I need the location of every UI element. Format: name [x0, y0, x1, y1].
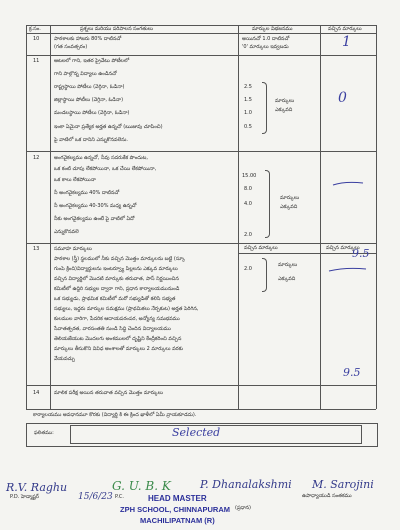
row-line: గాని పాల్గొన్న విద్యాలు ఉండినచో	[54, 71, 117, 77]
row-line: కమిటీలో ఉద్దిరి సభ్యుల ద్వారా గాని, ప్రధాన కార్యాలయమునుండి	[54, 286, 180, 292]
row-line: అంగవైకల్యము ఉన్నచో, నీవు సదరుకేక పొందుట,	[54, 155, 148, 161]
row-line: రాష్ట్రస్థాయి పోటీలు (వెగ్గినా, ఓడినా)	[54, 84, 125, 90]
eval-label: మార్కులు	[280, 195, 300, 201]
row-line: ఒక సభ్యుడు, ప్రాథమిక కమిటీలో మరో సభ్యుడితో కలిసి సభ్యత	[54, 296, 176, 302]
row-eval: అయినచో 1.0 దాటినచో	[242, 36, 290, 42]
row-line: గుంపె క్రింది)విద్యార్థులను ఇంటర్వ్యూ పిల్లలను ఎక్కువ మార్కులు	[54, 266, 178, 272]
handwritten-total: 9.5	[343, 366, 361, 379]
handwritten-dash	[330, 176, 366, 190]
col-divider-3	[320, 25, 321, 409]
row-number: 11	[33, 58, 40, 64]
row-line: పాఠశాలకు హాజరు 80% దాటినచో	[54, 36, 122, 42]
row-sep-12	[26, 243, 376, 244]
eval-value: 15.00	[242, 173, 257, 179]
row-line: పాఠశాల (స్త్రీ) స్థలములో నీకు వచ్చిన మొత్తం మార్కులను బట్టి (స్కూ	[54, 256, 186, 262]
row-line: నీ అంగవైకల్యము 40-30% మధ్య ఉన్నచో	[54, 203, 137, 209]
signature: R.V. Raghu	[6, 481, 68, 494]
stamp-line: ZPH SCHOOL, CHINNAPURAM	[120, 505, 230, 514]
row-sep-11	[26, 151, 376, 152]
row-eval: '0' మార్కులు ఇవ్వబడు	[242, 44, 289, 50]
row-line: సభ్యులు, ఇద్దరు మార్కుల సమక్షము (ప్రాథమికలు నేర్పకుట) అర్హత పెరిగిన,	[54, 306, 199, 312]
signature-sub: ఉపాధ్యాయుడి సంతకము	[302, 493, 352, 499]
eval-value: 2.0	[244, 232, 252, 238]
row-line: ఆటలలో గాని, ఇతర ప్రైవేటు పోటీలలో	[54, 58, 130, 64]
eval-value: 2.0	[244, 266, 252, 272]
eval-value: 4.0	[244, 201, 252, 207]
eval-label: మార్కులు	[278, 262, 298, 268]
row-line: వచ్చిన విద్యార్థిలో మొదటి మార్కుకు తరువాత, పాస్ నిర్ణయించిన	[54, 276, 179, 282]
signature-sub: (ప్రధాన)	[235, 505, 252, 511]
row-line: నీ అంగవైకల్యము 40% దాటినచో	[54, 190, 120, 196]
row-line: వేయవచ్చు	[54, 356, 75, 362]
eval-label: ఎక్కువది	[275, 107, 293, 113]
row-line: జిల్లాస్థాయి పోటీలు (వెగ్గినా, ఓడినా)	[54, 97, 124, 103]
header-sno: క్ర.సం.	[29, 26, 41, 32]
row-line: మార్కులు తీసుకొని వివిధ అంశాలతో మార్కులు 2 మార్కులు వరకు	[54, 346, 183, 352]
col-divider-1	[50, 25, 51, 409]
stamp-line: HEAD MASTER	[148, 494, 207, 503]
row-sep-10	[26, 55, 376, 56]
eval-value: 1.0	[244, 110, 252, 116]
row-number: 12	[33, 155, 40, 161]
eval-label: ఎక్కువది	[278, 276, 296, 282]
signature-sub: P.C.	[115, 494, 124, 500]
bracket	[265, 170, 270, 238]
header-eval: మార్కుల విభజనము	[252, 26, 293, 32]
eval-value: 2.5	[244, 84, 252, 90]
eval-value: 1.5	[244, 97, 252, 103]
table-right-border	[376, 25, 377, 409]
handwritten-mark: 9.5	[352, 247, 370, 260]
row-line: మండలస్థాయి పోటీలు (వెగ్గినా, ఓడినా)	[54, 110, 130, 116]
row-line: సేవాతత్పరత, వారసంతతి నుండి సిద్ధి చెందిన విద్యాలయము	[54, 326, 171, 332]
stamp-line: MACHILIPATNAM (R)	[140, 516, 215, 525]
handwritten-mark: 1	[342, 34, 351, 50]
handwritten-mark: 0	[338, 90, 347, 106]
marks-head: వచ్చిన మార్కులు	[326, 245, 360, 251]
result-label: ఫలితము:	[34, 430, 54, 436]
table-top-border	[26, 25, 376, 26]
header-item: ప్రశ్నలు మరియు పరిపాలన సంగతులు	[80, 26, 154, 32]
table-bottom-border	[26, 409, 376, 410]
row-line: సమూహ మార్కులు	[54, 246, 92, 252]
row-line: తెలియజేయుట మొదలగు అంశములలో దృష్టిని కేంద్రీకరించి వచ్చిన	[54, 336, 182, 342]
row-line: (గత సంవత్సరం)	[54, 44, 88, 50]
eval-head: వచ్చిన మార్కులు	[244, 245, 278, 251]
col-divider-2	[238, 25, 239, 409]
row-sep-header	[26, 33, 376, 34]
row-number: 13	[33, 246, 40, 252]
eval-value: 8.0	[244, 186, 252, 192]
office-note: కార్యాలయము అవధానమూ కొరకు (విద్యార్థి కి ఈ క్రింద ఖాళీలో ఏమీ వ్రాయకూడదు).	[33, 412, 197, 418]
row-line: మాలిక పరీక్ష అయిన తరువాత వచ్చిన మొత్తం మార్కులు	[54, 390, 163, 396]
bracket	[262, 258, 267, 292]
row-line: ఒక కాలు లేకపోయినా	[54, 177, 96, 183]
signature: G. U. B. K	[112, 479, 171, 493]
row-sep-13	[26, 385, 376, 386]
row-line: ఎన్నుకొనవలె	[54, 229, 79, 235]
signature: M. Sarojini	[312, 478, 374, 491]
result-value: Selected	[172, 426, 221, 439]
eval-label: మార్కులు	[275, 98, 295, 104]
signature-date: 15/6/23	[78, 492, 113, 502]
row-line: పై వాటిలో ఒక దానిని ఎన్నుకొనవలెను.	[54, 137, 128, 143]
eval-value: 0.5	[244, 124, 252, 130]
signature-sub: P.D. హెడ్మాష్టర్	[10, 494, 39, 500]
row-line: నీకు అంగవైకల్యము ఉంటే పై వాటిలో ఏదో	[54, 216, 135, 222]
row-line: ఇంకా ఏమైనా ప్రత్యేక అర్హత ఉన్నచో (ఋజువు చూపించి)	[54, 124, 163, 130]
row-number: 10	[33, 36, 40, 42]
row-line: ఒక కంటి చూపు లేకపోయినా, ఒక చేయి లేకపోయినా,	[54, 166, 157, 172]
row-line: కులముల వారిగా, పేదరిక ఆదాయపరంపర, అన్యోన్య సమభవము	[54, 316, 180, 322]
table-left-border	[26, 25, 27, 409]
bracket	[262, 82, 267, 134]
signature: P. Dhanalakshmi	[200, 478, 292, 491]
eval-label: ఎక్కువది	[280, 204, 298, 210]
header-marks: వచ్చిన మార్కులు	[328, 26, 362, 32]
handwritten-dash	[326, 264, 370, 276]
row-number: 14	[33, 390, 40, 396]
